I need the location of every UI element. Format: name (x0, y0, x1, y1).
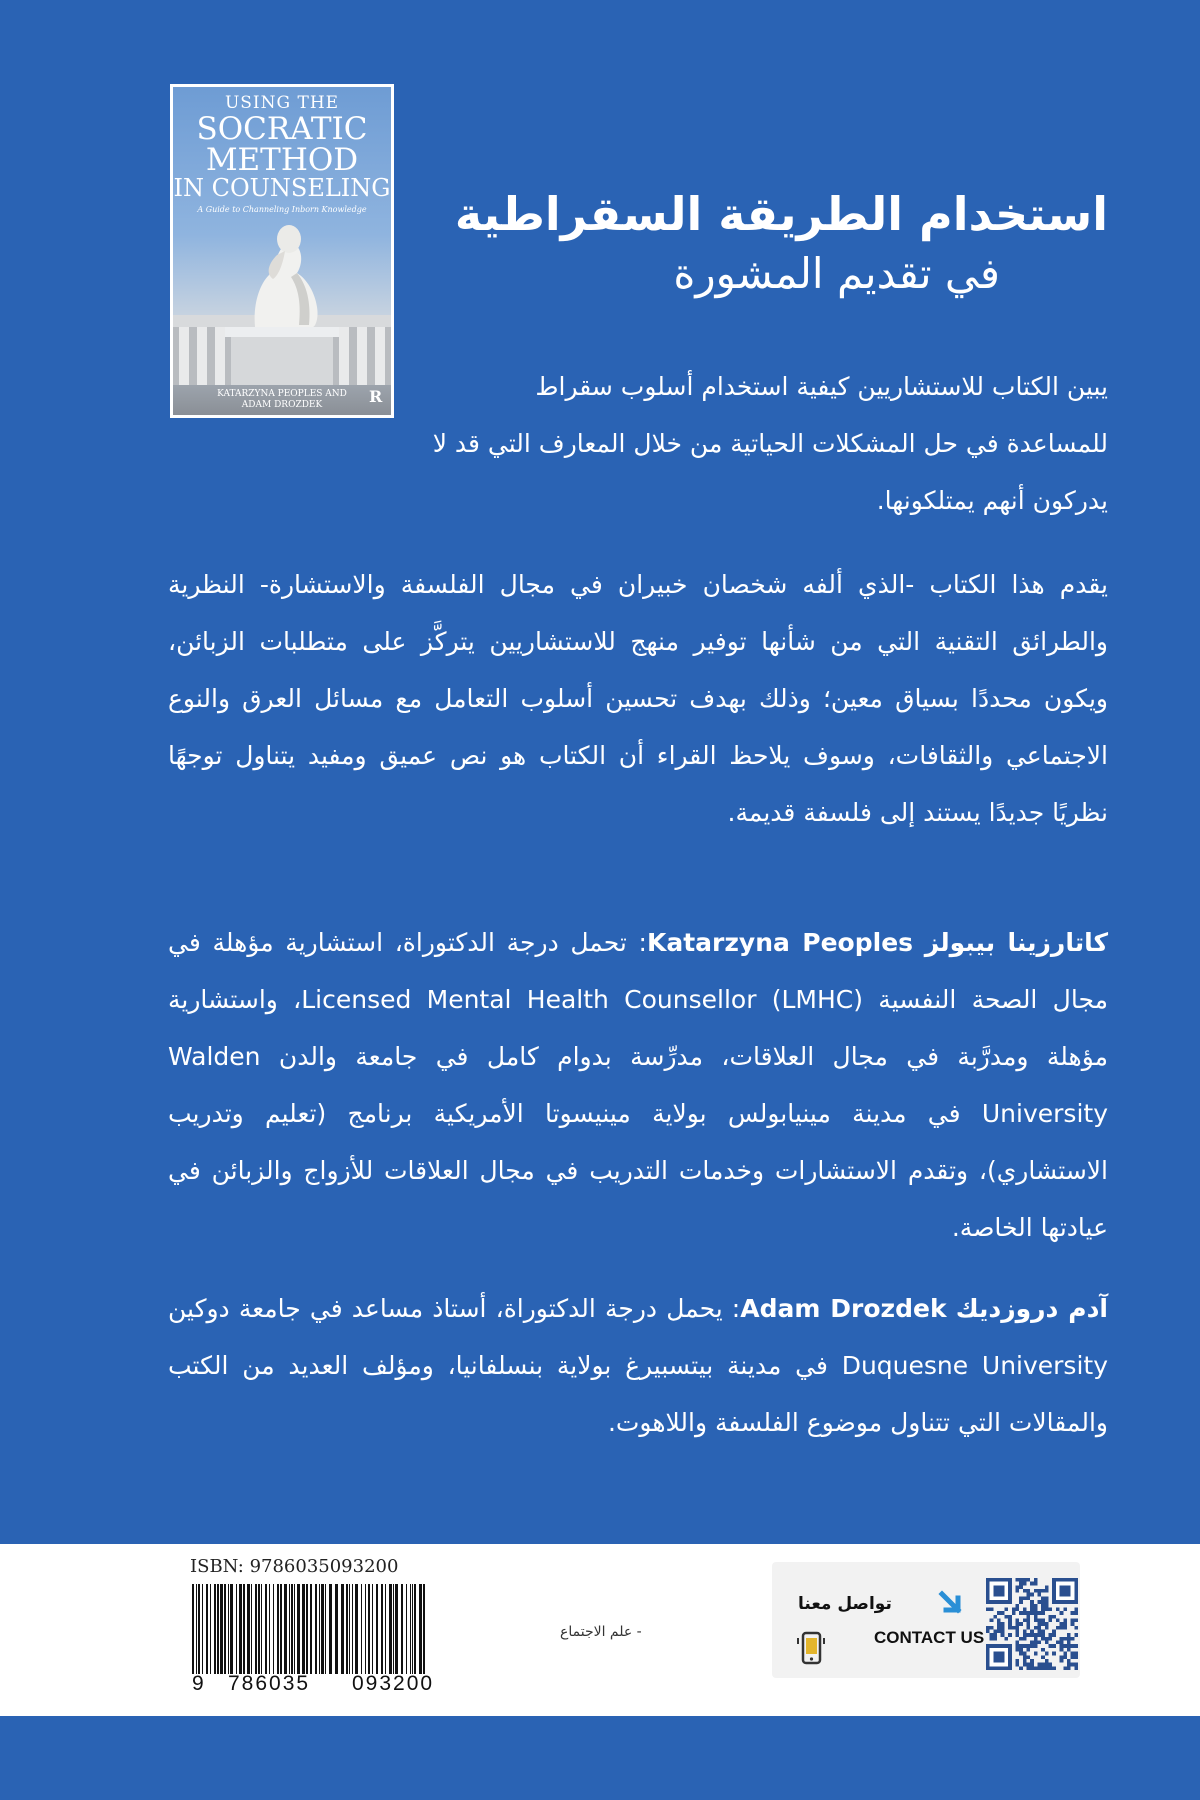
thumbnail-title-line3: METHOD (205, 142, 359, 178)
author1-separator: : (626, 928, 647, 957)
author2-separator: : (722, 1294, 741, 1323)
phone-scan-icon (796, 1630, 826, 1668)
author1-bio-text-c: في مدينة مينيابولس بولاية مينيسوتا الأمريكية برنامج (تعليم وتدريب الاستشاري)، وتقدم الاستشارات وخدمات التدريب في مجال العلاقات للأزواج والزبائن في عيادتها الخاصة. (168, 1099, 1108, 1242)
author2-name-ar: آدم دروزديك (955, 1294, 1108, 1323)
barcode-digits-middle: 786035 (228, 1672, 311, 1695)
book-title-line2: في تقديم المشورة (673, 249, 1000, 298)
barcode-image (188, 1584, 428, 1674)
bottom-band (0, 1716, 1200, 1800)
author1-name-en: Katarzyna Peoples (646, 928, 914, 957)
thumbnail-authors (173, 389, 391, 411)
book-title-line1: استخدام الطريقة السقراطية (454, 187, 1108, 241)
category-label: - علم الاجتماع (560, 1624, 642, 1640)
author1-bio (168, 914, 1108, 1256)
author2-bio-text-a: يحمل درجة الدكتوراة، أستاذ مساعد في جامعة دوكين (168, 1294, 723, 1323)
contact-label-ar: تواصل معنا (798, 1594, 892, 1614)
book-cover-thumbnail (170, 84, 394, 418)
author1-degree-en: Licensed Mental Health Counsellor (301, 985, 757, 1014)
arrow-down-right-icon (936, 1588, 966, 1618)
isbn-text: ISBN: 9786035093200 (190, 1556, 399, 1577)
author1-name-ar: كاتارزينا بيبولز (924, 928, 1109, 957)
author1-bio-text-a: تحمل درجة الدكتوراة، استشارية مؤهلة في مجال الصحة النفسية (168, 928, 1108, 1014)
contact-label-en: CONTACT US (874, 1628, 985, 1647)
barcode-digits-last: 093200 (352, 1672, 435, 1695)
author1-university-en: Walden University (168, 1042, 1108, 1128)
summary-paragraph: يقدم هذا الكتاب -الذي ألفه شخصان خبيران في مجال الفلسفة والاستشارة- النظرية والطرائق التقنية التي من شأنها توفير منهج للاستشاريين يتركَّز على متطلبات الزبائن، ويكون محددًا بسياق معين؛ وذلك بهدف تحسين أسلوب التعامل مع مسائل العرق والنوع الاجتماعي والثقافات، وسوف يلاحظ القراء أن الكتاب هو نص عميق ومفيد يتناول توجهًا نظريًا جديدًا يستند إلى فلسفة قديمة. (168, 570, 1108, 827)
thumbnail-author2: ADAM DROZDEK (241, 399, 323, 410)
author2-university-en: Duquesne University (841, 1351, 1109, 1380)
publisher-logo: R (369, 387, 383, 406)
author1-bio-text-b: (LMHC)، واستشارية مؤهلة ومدرَّبة في مجال العلاقات، مدرِّسة بدوام كامل في جامعة والدن (168, 985, 1108, 1071)
thumbnail-title-line2: SOCRATIC (196, 111, 368, 147)
thumbnail-title (173, 95, 391, 200)
barcode-digit-first: 9 (192, 1672, 204, 1695)
author2-bio (168, 1280, 1108, 1451)
author2-name-en: Adam Drozdek (740, 1294, 947, 1323)
thumbnail-author1: KATARZYNA PEOPLES AND (217, 389, 347, 399)
author2-bio-text-b: في مدينة بيتسبيرغ بولاية بنسلفانيا، ومؤلف العديد من الكتب والمقالات التي تتناول موضوع الفلسفة واللاهوت. (168, 1351, 1108, 1437)
thumbnail-title-line4: IN COUNSELING (173, 174, 391, 202)
description-paragraph: يبين الكتاب للاستشاريين كيفية استخدام أسلوب سقراط للمساعدة في حل المشكلات الحياتية من خلال المعارف التي قد لا يدركون أنهم يمتلكونها. (432, 372, 1108, 515)
thumbnail-title-line1: USING THE (224, 93, 340, 113)
qr-code-icon[interactable] (986, 1578, 1078, 1670)
thumbnail-subtitle: A Guide to Channeling Inborn Knowledge (197, 205, 367, 214)
